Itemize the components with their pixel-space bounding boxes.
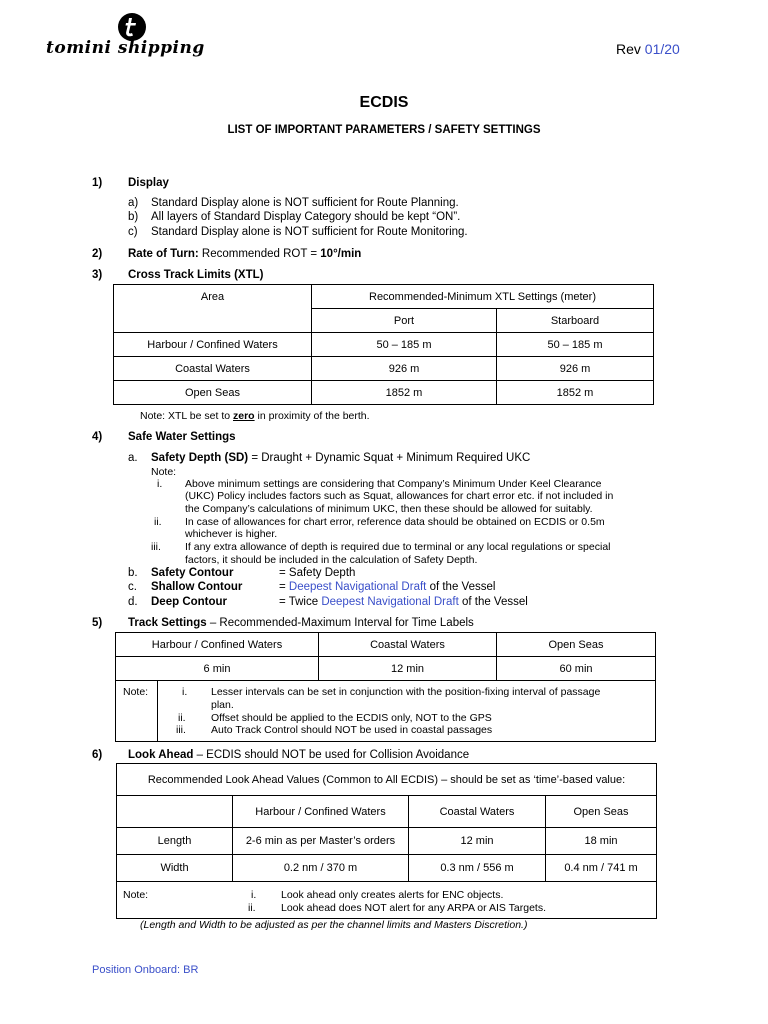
list-label: ii. (154, 516, 162, 528)
look-ahead-heading-rest: – ECDIS should NOT be used for Collision Avoidance (196, 749, 470, 761)
list-label: i. (157, 478, 163, 490)
section-heading-xtl: Cross Track Limits (XTL) (128, 269, 264, 281)
list-label: i. (251, 889, 257, 901)
list-label: ii. (178, 712, 186, 724)
xtl-note (140, 410, 370, 422)
contour-definition (279, 567, 355, 579)
table-cell: 60 min (497, 657, 656, 681)
note-line: Look ahead only creates alerts for ENC objects. (281, 889, 504, 901)
table-header: Harbour / Confined Waters (116, 633, 319, 657)
table-header: Coastal Waters (319, 633, 497, 657)
table-cell: 12 min (409, 828, 546, 855)
section-heading-track: Track Settings (128, 617, 207, 629)
table-cell: 18 min (546, 828, 657, 855)
table-cell: 2-6 min as per Master’s orders (233, 828, 409, 855)
contour-definition (279, 596, 528, 608)
page-subtitle: LIST OF IMPORTANT PARAMETERS / SAFETY SETTINGS (227, 124, 541, 136)
list-label: iii. (176, 724, 186, 736)
list-label: iii. (151, 541, 161, 553)
look-ahead-heading-line (128, 749, 469, 761)
note-line: Above minimum settings are considering that Company’s Minimum Under Keel Clearance (185, 478, 602, 490)
note-label: Note: (151, 466, 177, 478)
list-label: ii. (248, 902, 256, 914)
equals-sign: = (279, 596, 286, 608)
contour-text: of the Vessel (429, 581, 496, 593)
divider (157, 681, 158, 741)
safety-depth-term: Safety Depth (SD) (151, 452, 249, 464)
section-number: 4) (92, 431, 103, 443)
section-heading-display: Display (128, 177, 169, 189)
note-line: whichever is higher. (185, 528, 278, 540)
table-header-port: Port (312, 309, 497, 333)
section-heading-rot: Rate of Turn: (128, 248, 199, 260)
equals-sign: = (279, 567, 286, 579)
table-header: Coastal Waters (409, 796, 546, 828)
table-cell: 6 min (116, 657, 319, 681)
list-label: c) (128, 226, 138, 238)
section-number: 6) (92, 749, 103, 761)
note-line: plan. (211, 699, 234, 711)
table-cell: 1852 m (312, 381, 497, 405)
contour-term: Deep Contour (151, 596, 228, 608)
contour-text: Twice (288, 596, 319, 608)
page-title: ECDIS (359, 94, 409, 111)
table-cell: 926 m (312, 357, 497, 381)
look-ahead-caption: (Length and Width to be adjusted as per the channel limits and Masters Discretion.) (140, 919, 528, 931)
table-row (116, 657, 656, 681)
equals-sign: = (279, 581, 286, 593)
list-label: d. (128, 596, 138, 608)
table-cell: 0.3 nm / 556 m (409, 855, 546, 882)
section-number: 3) (92, 269, 103, 281)
section-number: 2) (92, 248, 103, 260)
note-line: Offset should be applied to the ECDIS only, NOT to the GPS (211, 712, 492, 724)
note-line: If any extra allowance of depth is required due to terminal or any local regulations or special (185, 541, 611, 553)
table-header-starboard: Starboard (497, 309, 654, 333)
note-line: Look ahead does NOT alert for any ARPA or AIS Targets. (281, 902, 546, 914)
section-number: 5) (92, 617, 103, 629)
note-line: the Company’s calculations of minimum UKC, then these should be allowed for suitably. (185, 503, 593, 515)
note-line: Auto Track Control should NOT be used in coastal passages (211, 724, 493, 736)
table-header-group: Recommended-Minimum XTL Settings (meter) (312, 285, 654, 309)
table-header: Open Seas (497, 633, 656, 657)
table-header-area: Area (114, 285, 312, 333)
revision-value: 01/20 (644, 41, 680, 57)
contour-term: Shallow Contour (151, 581, 243, 593)
list-label: a) (128, 197, 139, 209)
look-ahead-table (116, 763, 657, 882)
list-item: Standard Display alone is NOT sufficient for Route Monitoring. (151, 226, 468, 238)
table-row-label: Width (117, 855, 233, 882)
table-cell: 0.4 nm / 741 m (546, 855, 657, 882)
company-logo-text: tomini shipping (46, 38, 205, 58)
footer-position-onboard: Position Onboard: BR (92, 964, 199, 976)
contour-term: Safety Contour (151, 567, 234, 579)
track-table (115, 632, 656, 681)
note-line: Lesser intervals can be set in conjunction with the position-fixing interval of passage (211, 686, 601, 698)
table-cell: Coastal Waters (114, 357, 312, 381)
note-text: Note: XTL be set to (140, 410, 231, 422)
list-label: b. (128, 567, 138, 579)
safety-depth-formula: = Draught + Dynamic Squat + Minimum Required UKC (251, 452, 531, 464)
list-label: b) (128, 211, 139, 223)
contour-definition (279, 581, 495, 593)
section-number: 1) (92, 177, 103, 189)
list-label: c. (128, 581, 137, 593)
note-line: In case of allowances for chart error, reference data should be obtained on ECDIS or 0.5m (185, 516, 605, 528)
note-label: Note: (123, 686, 149, 698)
table-row (117, 828, 657, 855)
table-cell: 50 – 185 m (497, 333, 654, 357)
safety-depth-line (151, 452, 530, 464)
table-row (114, 381, 654, 405)
deepest-draft-link[interactable]: Deepest Navigational Draft (288, 581, 427, 593)
table-cell: Harbour / Confined Waters (114, 333, 312, 357)
track-heading-rest: – Recommended-Maximum Interval for Time Labels (209, 617, 474, 629)
note-emphasis: zero (233, 410, 255, 422)
table-row (114, 357, 654, 381)
list-item: Standard Display alone is NOT sufficient for Route Planning. (151, 197, 459, 209)
rot-line (128, 248, 361, 260)
table-cell: 0.2 nm / 370 m (233, 855, 409, 882)
look-ahead-notes-box (116, 881, 657, 919)
table-row (117, 855, 657, 882)
note-label: Note: (123, 889, 149, 901)
section-heading-look-ahead: Look Ahead (128, 749, 194, 761)
track-notes-box (115, 680, 656, 742)
note-line: (UKC) Policy includes factors such as Squat, allowances for chart error etc. if not included in (185, 490, 614, 502)
table-cell: 1852 m (497, 381, 654, 405)
table-cell: 12 min (319, 657, 497, 681)
table-cell: 926 m (497, 357, 654, 381)
revision-label: Rev (616, 41, 641, 57)
note-line: factors, it should be included in the calculation of Safety Depth. (185, 554, 478, 566)
table-header: Harbour / Confined Waters (233, 796, 409, 828)
track-heading-line (128, 617, 474, 629)
table-row (114, 333, 654, 357)
list-label: i. (182, 686, 188, 698)
contour-text: of the Vessel (461, 596, 528, 608)
section-heading-safe-water: Safe Water Settings (128, 431, 236, 443)
list-item: All layers of Standard Display Category should be kept “ON”. (151, 211, 461, 223)
rot-value: 10°/min (320, 248, 362, 260)
table-cell: 50 – 185 m (312, 333, 497, 357)
xtl-table (113, 284, 654, 405)
deepest-draft-link[interactable]: Deepest Navigational Draft (321, 596, 459, 608)
revision (616, 41, 680, 57)
table-header: Open Seas (546, 796, 657, 828)
note-text: in proximity of the berth. (257, 410, 370, 422)
rot-text: Recommended ROT = (201, 248, 318, 260)
contour-text: Safety Depth (288, 567, 356, 579)
list-label: a. (128, 452, 138, 464)
table-banner: Recommended Look Ahead Values (Common to All ECDIS) – should be set as ‘time’-based value: (117, 764, 657, 796)
table-cell: Open Seas (114, 381, 312, 405)
table-row-label: Length (117, 828, 233, 855)
table-header-empty (117, 796, 233, 828)
